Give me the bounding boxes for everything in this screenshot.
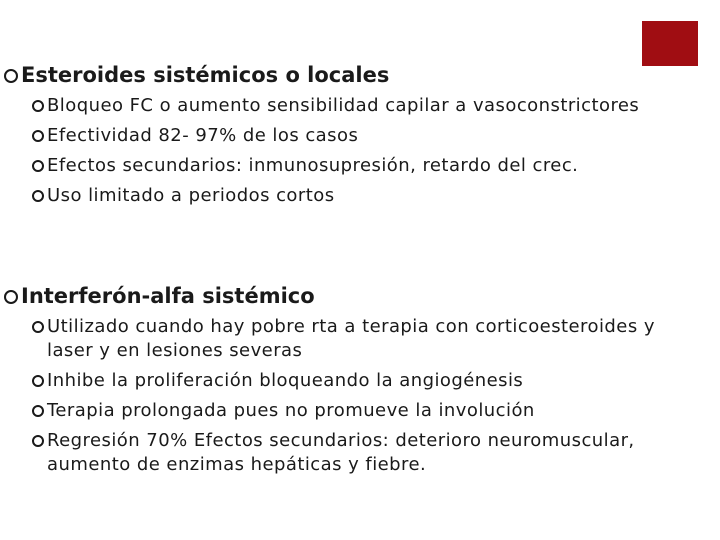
list-item: Regresión 70% Efectos secundarios: deterioro neuromuscular, aumento de enzimas hepáticas y fiebre. [32, 429, 704, 477]
section-esteroides [4, 62, 704, 214]
circle-bullet-icon [4, 290, 18, 304]
list-item: Efectos secundarios: inmunosupresión, retardo del crec. [32, 154, 704, 178]
heading-text: Interferón-alfa sistémico [21, 284, 315, 308]
circle-bullet-icon [32, 375, 44, 387]
circle-bullet-icon [32, 405, 44, 417]
section-interferon [4, 283, 704, 483]
heading-text: Esteroides sistémicos o locales [21, 63, 390, 87]
circle-bullet-icon [32, 100, 44, 112]
accent-box [642, 21, 698, 66]
list-item: Inhibe la proliferación bloqueando la angiogénesis [32, 369, 704, 393]
list-item: Efectividad 82- 97% de los casos [32, 124, 704, 148]
circle-bullet-icon [32, 190, 44, 202]
list-item: Utilizado cuando hay pobre rta a terapia con corticoesteroides y laser y en lesiones severas [32, 315, 704, 363]
bullet-list [4, 315, 704, 477]
list-item: Uso limitado a periodos cortos [32, 184, 704, 208]
bullet-list [4, 94, 704, 208]
circle-bullet-icon [32, 130, 44, 142]
section-heading [4, 283, 704, 309]
circle-bullet-icon [32, 435, 44, 447]
list-item: Terapia prolongada pues no promueve la involución [32, 399, 704, 423]
section-heading [4, 62, 704, 88]
list-item: Bloqueo FC o aumento sensibilidad capilar a vasoconstrictores [32, 94, 704, 118]
circle-bullet-icon [4, 69, 18, 83]
circle-bullet-icon [32, 321, 44, 333]
circle-bullet-icon [32, 160, 44, 172]
